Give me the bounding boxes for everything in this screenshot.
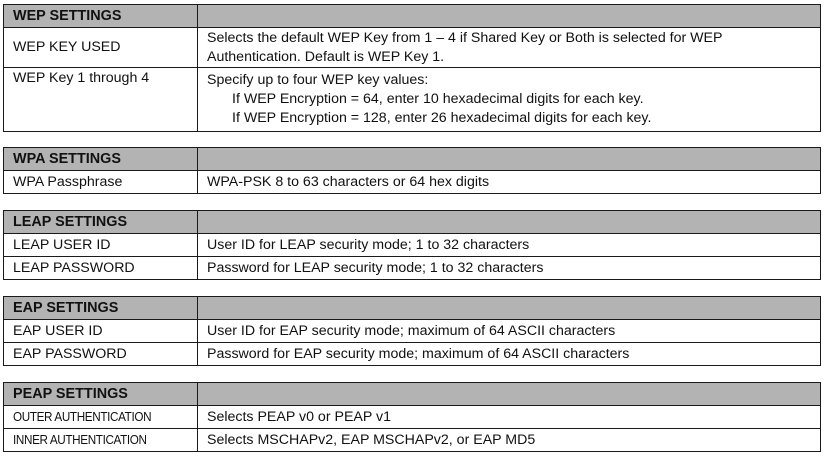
description-line: Specify up to four WEP key values: xyxy=(207,72,429,88)
setting-description: WPA-PSK 8 to 63 characters or 64 hex digits xyxy=(198,171,821,194)
description-line: If WEP Encryption = 64, enter 10 hexadecimal digits for each key. xyxy=(232,91,644,107)
section-title: WPA SETTINGS xyxy=(4,148,198,171)
setting-description xyxy=(198,28,821,68)
description-line: Authentication. Default is WEP Key 1. xyxy=(207,48,445,65)
setting-label-cell xyxy=(4,406,198,429)
table-row xyxy=(4,171,821,194)
setting-description: User ID for EAP security mode; maximum of 64 ASCII characters xyxy=(198,320,821,343)
setting-description: User ID for LEAP security mode; 1 to 32 characters xyxy=(198,234,821,257)
section-title: EAP SETTINGS xyxy=(4,297,198,320)
table-row xyxy=(4,257,821,280)
section-header xyxy=(4,383,821,406)
section-header xyxy=(4,5,821,28)
setting-label: WEP KEY USED xyxy=(4,28,198,68)
setting-description: Selects PEAP v0 or PEAP v1 xyxy=(198,406,821,429)
setting-label: EAP USER ID xyxy=(4,320,198,343)
eap-settings-table xyxy=(3,296,821,366)
setting-label: LEAP PASSWORD xyxy=(4,257,198,280)
setting-label: INNER AUTHENTICATION xyxy=(13,432,147,447)
table-row xyxy=(4,234,821,257)
setting-description: Password for LEAP security mode; 1 to 32 characters xyxy=(198,257,821,280)
section-title: WEP SETTINGS xyxy=(4,5,198,28)
section-header xyxy=(4,148,821,171)
header-empty-cell xyxy=(198,383,821,406)
section-title: LEAP SETTINGS xyxy=(4,211,198,234)
description-line: If WEP Encryption = 128, enter 26 hexadecimal digits for each key. xyxy=(232,110,652,126)
table-row xyxy=(4,28,821,68)
table-row xyxy=(4,68,821,132)
setting-label: WPA Passphrase xyxy=(4,171,198,194)
table-row xyxy=(4,343,821,366)
section-header xyxy=(4,211,821,234)
setting-description xyxy=(198,68,821,132)
table-row xyxy=(4,429,821,452)
wep-settings-table xyxy=(3,4,821,132)
setting-label-cell xyxy=(4,429,198,452)
setting-description: Selects MSCHAPv2, EAP MSCHAPv2, or EAP MD5 xyxy=(198,429,821,452)
leap-settings-table xyxy=(3,210,821,280)
header-empty-cell xyxy=(198,5,821,28)
setting-label: OUTER AUTHENTICATION xyxy=(13,409,152,424)
header-empty-cell xyxy=(198,211,821,234)
header-empty-cell xyxy=(198,148,821,171)
header-empty-cell xyxy=(198,297,821,320)
table-row xyxy=(4,406,821,429)
setting-description: Password for EAP security mode; maximum of 64 ASCII characters xyxy=(198,343,821,366)
table-row xyxy=(4,320,821,343)
peap-settings-table xyxy=(3,382,821,452)
section-title: PEAP SETTINGS xyxy=(4,383,198,406)
description-line: Selects the default WEP Key from 1 – 4 if Shared Key or Both is selected for WEP xyxy=(207,29,723,46)
wpa-settings-table xyxy=(3,147,821,194)
setting-label: WEP Key 1 through 4 xyxy=(4,68,198,132)
section-header xyxy=(4,297,821,320)
setting-label: LEAP USER ID xyxy=(4,234,198,257)
setting-label: EAP PASSWORD xyxy=(4,343,198,366)
